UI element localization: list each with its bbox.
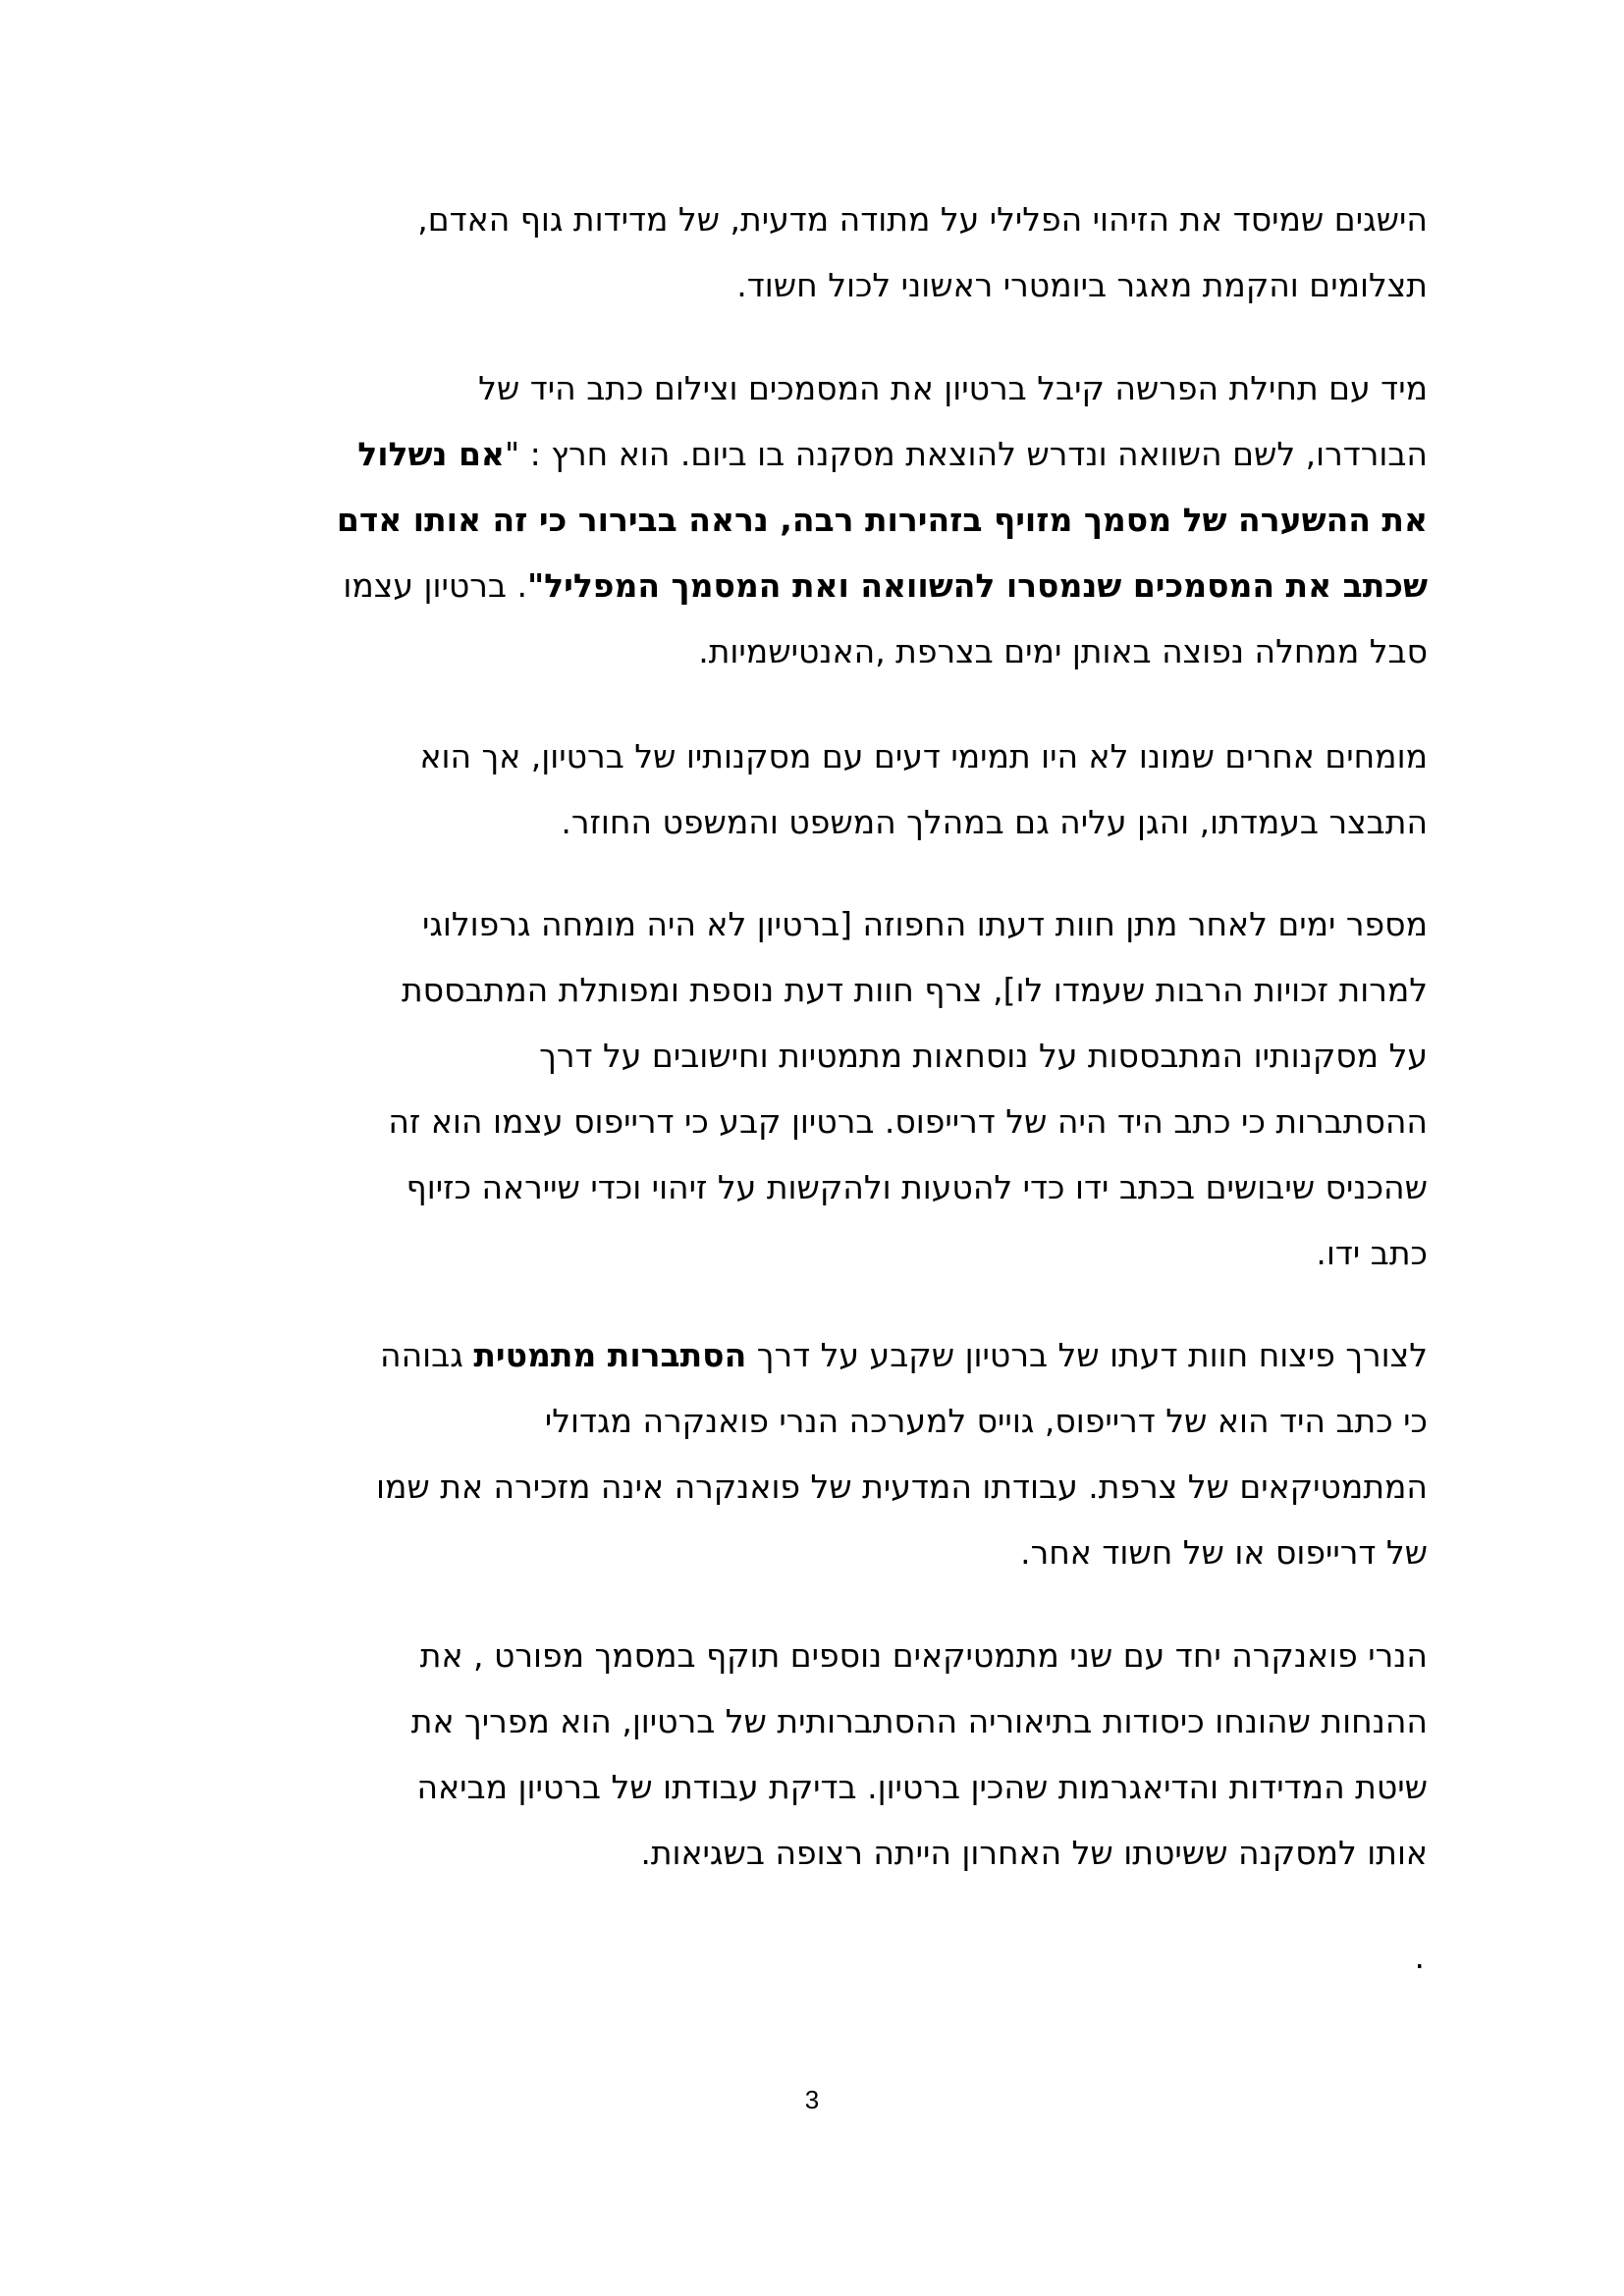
bold-text-run: הסתברות מתמטית	[473, 1336, 747, 1374]
paragraph-line	[200, 1688, 1428, 1754]
text-run: . ברטיון עצמו	[343, 566, 527, 605]
text-run: ההנחות שהונחו כיסודות בתיאוריה ההסתברותית של ברטיון, הוא מפריך את	[410, 1702, 1428, 1740]
text-run: כתב ידו.	[1316, 1234, 1428, 1272]
bold-text-run: את ההשערה של מסמך מזויף בזהירות רבה, נראה בבירור כי זה אותו אדם	[336, 501, 1428, 539]
paragraph-line	[200, 1089, 1428, 1154]
text-run: סבל ממחלה נפוצה באותן ימים בצרפת ,האנטישמיות.	[698, 632, 1428, 670]
paragraph-line	[200, 1023, 1428, 1089]
text-run: ההסתברות כי כתב היד היה של דרייפוס. ברטיון קבע כי דרייפוס עצמו הוא זה	[388, 1102, 1428, 1141]
paragraph-line	[200, 1520, 1428, 1585]
bold-text-run: אם נשלול	[357, 435, 505, 473]
paragraph-line	[200, 1388, 1428, 1454]
text-run: הישגים שמיסד את הזיהוי הפלילי על מתודה מדעית, של מדידות גוף האדם,	[417, 200, 1428, 239]
text-run: שהכניס שיבושים בכתב ידו כדי להטעות ולהקשות על זיהוי וכדי שייראה כזיוף	[406, 1168, 1428, 1206]
paragraph-line	[200, 1623, 1428, 1688]
paragraph-5	[200, 1322, 1428, 1585]
text-run: מיד עם תחילת הפרשה קיבל ברטיון את המסמכים וצילום כתב היד של	[478, 369, 1428, 407]
paragraph-3	[200, 723, 1428, 855]
page-number: 3	[804, 2085, 820, 2114]
text-run: הבורדרו, לשם השוואה ונדרש להוצאת מסקנה בו ביום. הוא חרץ : "	[504, 435, 1428, 473]
paragraph-line	[200, 1454, 1428, 1520]
text-run: כי כתב היד הוא של דרייפוס, גוייס למערכה הנרי פואנקרה מגדולי	[544, 1402, 1428, 1440]
text-run: למרות זכויות הרבות שעמדו לו], צרף חוות דעת נוספת ומפותלת המתבססת	[401, 971, 1428, 1009]
paragraph-line	[200, 252, 1428, 318]
paragraph-4	[200, 891, 1428, 1286]
text-run: תצלומים והקמת מאגר ביומטרי ראשוני לכול חשוד.	[736, 266, 1428, 304]
paragraph-6	[200, 1623, 1428, 1886]
paragraph-line	[200, 618, 1428, 684]
paragraph-line	[200, 789, 1428, 855]
paragraph-2	[200, 355, 1428, 684]
text-run: המתמטיקאים של צרפת. עבודתו המדעית של פואנקרה אינה מזכירה את שמו	[376, 1468, 1428, 1506]
paragraph-line	[200, 723, 1428, 789]
paragraph-1	[200, 187, 1428, 318]
text-run: מומחים אחרים שמונו לא היו תמימי דעים עם מסקנותיו של ברטיון, אך הוא	[419, 737, 1428, 775]
paragraph-line	[200, 1220, 1428, 1286]
paragraph-line	[200, 1154, 1428, 1220]
paragraph-line	[200, 957, 1428, 1023]
text-run: גבוהה	[380, 1336, 474, 1374]
text-run: מספר ימים לאחר מתן חוות דעתו החפוזה [ברטיון לא היה מומחה גרפולוגי	[421, 905, 1428, 943]
paragraph-line	[200, 187, 1428, 252]
paragraph-line	[200, 1820, 1428, 1886]
paragraph-line	[200, 553, 1428, 618]
paragraph-line	[200, 891, 1428, 957]
paragraph-line	[200, 355, 1428, 421]
paragraph-line	[200, 487, 1428, 553]
text-run: שיטת המדידות והדיאגרמות שהכין ברטיון. בדיקת עבודתו של ברטיון מביאה	[416, 1768, 1428, 1806]
paragraph-line	[200, 1322, 1428, 1388]
stray-period: .	[1414, 1938, 1425, 1976]
text-run: אותו למסקנה ששיטתו של האחרון הייתה רצופה בשגיאות.	[640, 1834, 1428, 1872]
text-run: של דרייפוס או של חשוד אחר.	[1020, 1533, 1428, 1572]
text-run: התבצר בעמדתו, והגן עליה גם במהלך המשפט והמשפט החוזר.	[561, 803, 1428, 841]
text-run: לצורך פיצוח חוות דעתו של ברטיון שקבע על דרך	[746, 1336, 1428, 1374]
text-run: הנרי פואנקרה יחד עם שני מתמטיקאים נוספים תוקף במסמך מפורט , את	[419, 1636, 1428, 1675]
bold-text-run: שכתב את המסמכים שנמסרו להשוואה ואת המסמך המפליל"	[526, 566, 1428, 605]
paragraph-line	[200, 1754, 1428, 1820]
paragraph-line	[200, 421, 1428, 487]
text-run: על מסקנותיו המתבססות על נוסחאות מתמטיות וחישובים על דרך	[539, 1037, 1428, 1075]
